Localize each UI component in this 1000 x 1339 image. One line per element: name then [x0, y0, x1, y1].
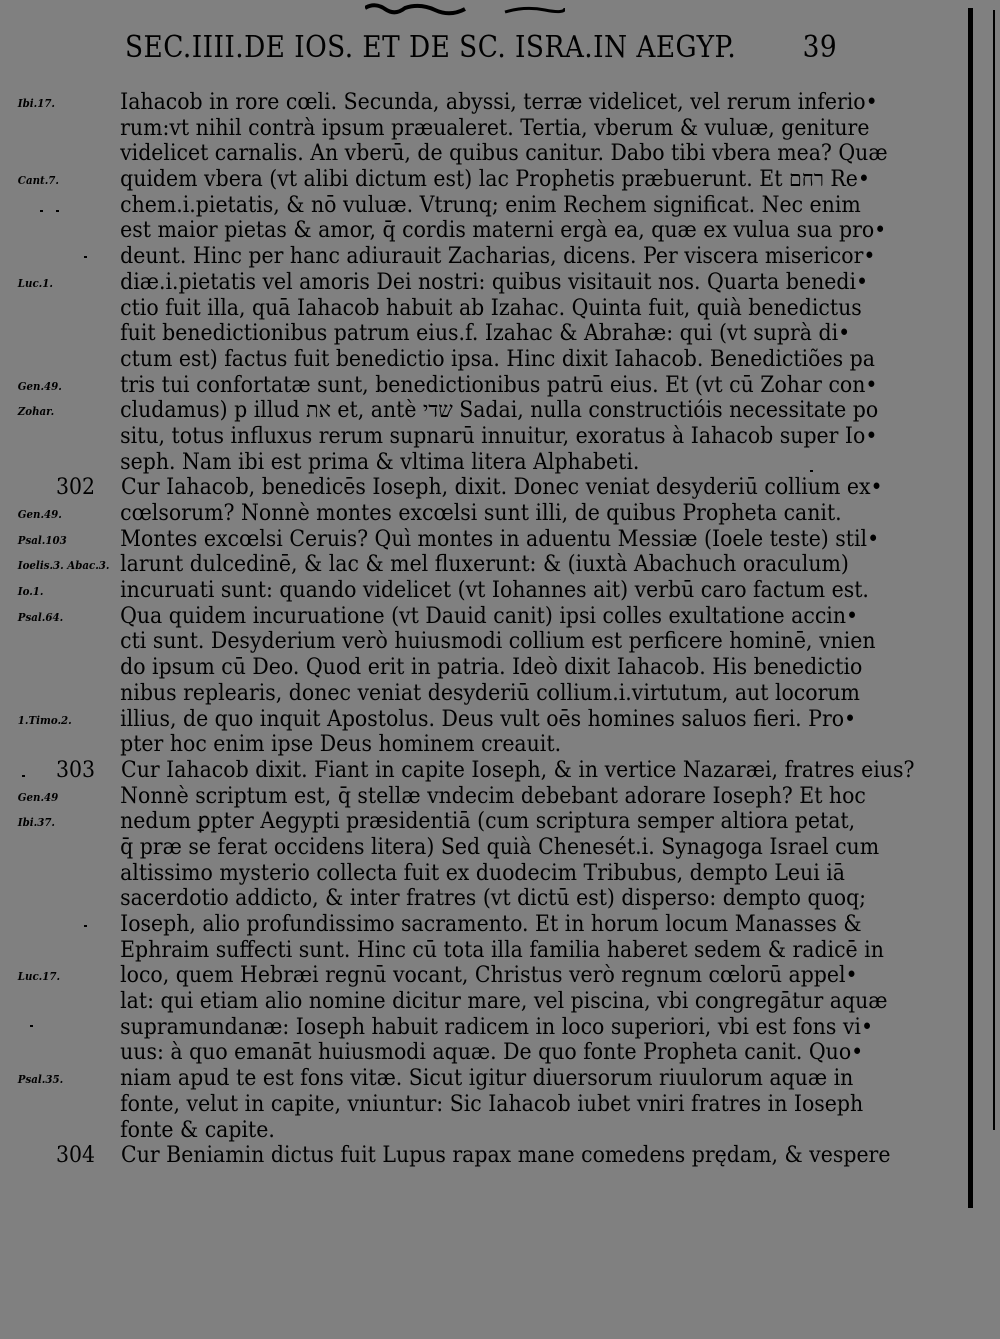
line-text: videlicet carnalis. An vberū, de quibus canitur. Dabo tibi vbera mea? Quæ: [120, 141, 888, 167]
text-line: [95, 450, 779, 476]
line-text: Qua quidem incuruatione (vt Dauid canit) ipsi colles exultatione accin•: [120, 603, 859, 629]
text-line: [95, 115, 870, 142]
line-text: fonte & capite.: [120, 1117, 275, 1143]
speck: [84, 925, 87, 927]
line-text: uus: à quo emanāt huiusmodi aquæ. De quo fonte Propheta canit. Quo•: [120, 1040, 864, 1066]
text-line: [17, 1066, 854, 1092]
line-text: Ephraim suffecti sunt. Hinc cū tota illa familia haberet sedem & radicē in: [120, 937, 884, 963]
text-line: [95, 629, 876, 655]
line-text: sacerdotio addicto, & inter fratres (vt dictū est) disperso: dempto quoq;: [120, 886, 867, 912]
text-line: [95, 218, 887, 244]
text-line: [95, 244, 876, 270]
line-text: Iahacob in rore cœli. Secunda, abyssi, terræ videlicet, vel rerum inferio•: [120, 90, 878, 115]
text-line: [95, 834, 880, 861]
text-line: [17, 963, 858, 989]
line-text: quidem vbera (vt alibi dictum est) lac Prophetis præbuerunt. Et רחם Re•: [120, 167, 870, 193]
text-line: [55, 1143, 891, 1169]
line-text: diæ.i.pietatis vel amoris Dei nostri: quibus visitauit nos. Quarta benedi•: [120, 269, 869, 295]
margin-note: Psal.103: [17, 533, 67, 547]
text-block: [17, 90, 915, 1169]
speck: [56, 210, 59, 212]
text-line: [95, 732, 779, 758]
text-line: [17, 372, 878, 399]
line-text: pter hoc enim ipse Deus hominem creauit.: [120, 732, 562, 758]
margin-note: Gen.49.: [17, 508, 62, 521]
text-line: [95, 1091, 864, 1118]
line-text: rum:vt nihil contrà ipsum præualeret. Tertia, vberum & vuluæ, geniture: [120, 115, 870, 141]
speck: [84, 256, 87, 258]
text-line: [95, 1014, 874, 1041]
margin-note: Luc.1.: [17, 276, 53, 290]
text-line: [55, 757, 915, 784]
text-line: [17, 552, 849, 578]
text-line: [55, 475, 883, 501]
margin-note: Gen.49: [17, 790, 59, 804]
line-text: ctum est) factus fuit benedictio ipsa. Hinc dixit Iahacob. Benedictiões pa: [120, 346, 875, 372]
line-text: tris tui confortatæ sunt, benedictionibus patrū eius. Et (vt cū Zohar con•: [120, 372, 878, 398]
text-line: [17, 90, 878, 116]
line-text: deunt. Hinc per hanc adiurauit Zacharias, dicens. Per viscera misericor•: [120, 244, 876, 270]
margin-note: Luc.17.: [17, 970, 61, 984]
text-line: [95, 860, 845, 887]
margin-note: Zohar.: [17, 405, 55, 419]
line-text: Ioseph, alio profundissimo sacramento. Et in horum locum Manasses &: [120, 912, 862, 937]
margin-note: 1.Timo.2.: [17, 713, 72, 727]
text-line: [95, 346, 875, 373]
line-text: q̄ præ se ferat occidens litera) Sed quià Chenesét.i. Synagoga Israel cum: [120, 834, 880, 860]
line-text: ctio fuit illa, quā Iahacob habuit ab Izahac. Quinta fuit, quià benedictus: [120, 295, 862, 321]
margin-note: Io.1.: [17, 585, 44, 599]
text-line: [95, 655, 863, 681]
line-text: seph. Nam ibi est prima & vltima litera Alphabeti.: [120, 449, 640, 475]
question-number: 302: [55, 475, 95, 501]
running-head: [125, 30, 838, 65]
margin-note: Ioelis.3. Abac.3.: [17, 559, 110, 573]
line-text: niam apud te est fons vitæ. Sicut igitur diuersorum riuulorum aquæ in: [120, 1066, 854, 1092]
page-edge-rule: [968, 8, 973, 1208]
text-line: [17, 501, 842, 527]
line-text: cti sunt. Desyderium verò huiusmodi collium est perficere hominē, vnien: [120, 629, 876, 655]
line-text: loco, quem Hebræi regnū vocant, Christus verò regnum cœlorū appel•: [120, 963, 858, 989]
line-text: Cur Iahacob, benedicēs Ioseph, dixit. Donec veniat desyderiū collium ex•: [121, 475, 883, 501]
margin-note: Ibi.37.: [17, 816, 55, 830]
text-line: [95, 989, 888, 1015]
text-line: [17, 167, 870, 193]
margin-note: Cant.7.: [17, 174, 59, 188]
line-text: fuit benedictionibus patrum eius.f. Izahac & Abrahæ: qui (vt suprà di•: [120, 321, 851, 347]
line-text: Montes excœlsi Ceruis? Quì montes in aduentu Messiæ (Ioele teste) stil•: [120, 526, 880, 552]
top-ornament: [365, 0, 565, 18]
margin-note: Psal.64.: [17, 610, 64, 624]
line-text: illius, de quo inquit Apostolus. Deus vult oēs homines saluos fieri. Pro•: [120, 706, 857, 732]
line-text: est maior pietas & amor, q̄ cordis materni ergà ea, quæ ex vulua sua pro•: [120, 218, 887, 244]
line-text: nibus replearis, donec veniat desyderiū collium.i.virtutum, aut locorum: [120, 680, 860, 706]
line-text: Cur Beniamin dictus fuit Lupus rapax mane comedens prędam, & vespere: [121, 1143, 891, 1169]
line-text: supramundanæ: Ioseph habuit radicem in loco superiori, vbi est fons vi•: [120, 1014, 874, 1040]
line-text: cludamus) p illud את et, antè שדי Sadai, nulla constructióis necessitate po: [120, 398, 879, 424]
text-line: [17, 603, 859, 630]
speck: [30, 1025, 33, 1027]
text-line: [95, 680, 860, 707]
line-text: situ, totus influxus rerum supnarū innuitur, exoratus à Iahacob super Io•: [120, 423, 878, 449]
text-line: [95, 912, 862, 938]
text-line: [17, 398, 879, 424]
page-number: 39: [802, 30, 838, 65]
running-head-title: SEC.IIII.DE IOS. ET DE SC. ISRA.IN AEGYP.: [125, 30, 737, 65]
line-text: Nonnè scriptum est, q̄ stellæ vndecim debebant adorare Ioseph? Et hoc: [120, 783, 866, 809]
text-line: [17, 783, 866, 810]
margin-note: Ibi.17.: [17, 97, 55, 110]
line-text: chem.i.pietatis, & nō vuluæ. Vtrunq; enim Rechem significat. Nec enim: [120, 192, 861, 218]
margin-note: Psal.35.: [17, 1073, 64, 1087]
text-line: [17, 269, 869, 296]
text-line: [17, 706, 857, 733]
text-line: [17, 578, 869, 604]
text-line: [95, 937, 884, 964]
text-line: [17, 526, 880, 553]
text-line: [17, 809, 856, 835]
margin-note: Gen.49.: [17, 379, 62, 393]
text-line: [95, 1118, 779, 1144]
speck: [810, 470, 813, 472]
line-text: do ipsum cū Deo. Quod erit in patria. Ideò dixit Iahacob. His benedictio: [120, 655, 863, 681]
text-line: [95, 886, 867, 912]
line-text: incuruati sunt: quando videlicet (vt Iohannes ait) verbū caro factum est.: [120, 578, 869, 604]
text-line: [95, 321, 851, 347]
question-number: 304: [55, 1143, 95, 1169]
question-number: 303: [55, 757, 95, 783]
text-line: [95, 1040, 864, 1066]
line-text: altissimo mysterio collecta fuit ex duodecim Tribubus, dempto Leui iā: [120, 860, 845, 886]
speck: [22, 775, 25, 777]
line-text: fonte, velut in capite, vniuntur: Sic Iahacob iubet vniri fratres in Ioseph: [120, 1091, 864, 1117]
line-text: nedum ꝑpter Aegypti præsidentiā (cum scriptura semper altiora petat,: [120, 809, 856, 835]
text-line: [95, 192, 861, 219]
page-edge-rule-thin: [993, 10, 995, 1130]
text-line: [95, 141, 888, 167]
line-text: lat: qui etiam alio nomine dicitur mare, vel piscina, vbi congregātur aquæ: [120, 989, 888, 1015]
speck: [40, 210, 43, 212]
line-text: Cur Iahacob dixit. Fiant in capite Ioseph, & in vertice Nazaræi, fratres eius?: [121, 757, 915, 783]
line-text: cœlsorum? Nonnè montes excœlsi sunt illi, de quibus Propheta canit.: [120, 501, 842, 526]
text-line: [95, 295, 862, 322]
text-line: [95, 423, 878, 450]
line-text: larunt dulcedinē, & lac & mel fluxerunt: & (iuxtà Abachuch oraculum): [120, 552, 849, 578]
